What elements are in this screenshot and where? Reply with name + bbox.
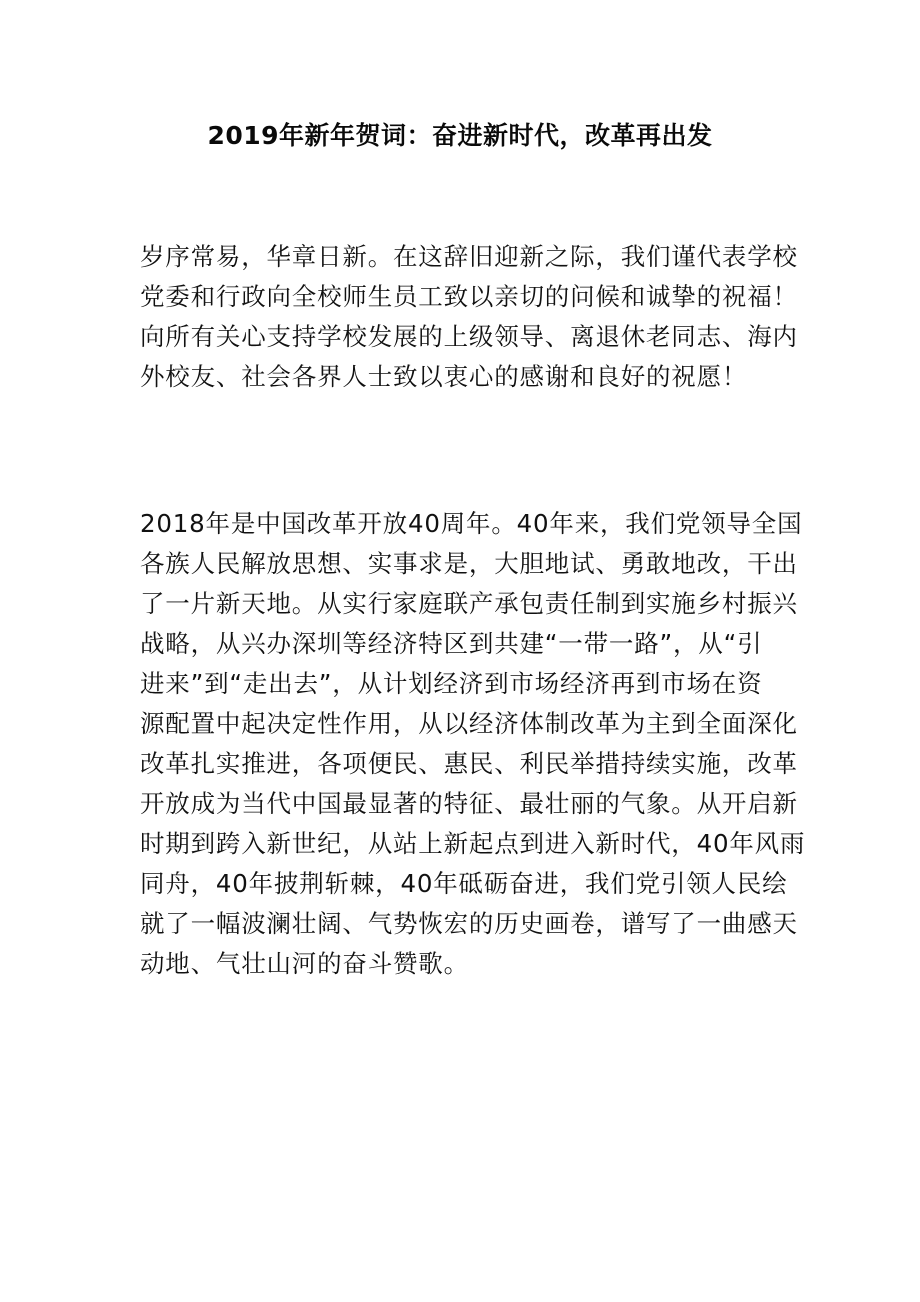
text-line: 同舟，40年披荆斩棘，40年砥砺奋进，我们党引领人民绘 <box>140 869 788 898</box>
text-line: 就了一幅波澜壮阔、气势恢宏的历史画卷，谱写了一曲感天 <box>140 909 798 938</box>
text-line: 进来”到“走出去”，从计划经济到市场经济再到市场在资 <box>140 669 763 698</box>
text-line: 开放成为当代中国最显著的特征、最壮丽的气象。从开启新 <box>140 789 798 818</box>
text-line: 时期到跨入新世纪，从站上新起点到进入新时代，40年风雨 <box>140 829 806 858</box>
paragraph-reform-review <box>140 504 806 984</box>
text-line: 各族人民解放思想、实事求是，大胆地试、勇敢地改，干出 <box>140 549 798 578</box>
text-line: 改革扎实推进，各项便民、惠民、利民举措持续实施，改革 <box>140 749 798 778</box>
paragraph-greeting <box>140 237 798 397</box>
text-line: 外校友、社会各界人士致以衷心的感谢和良好的祝愿！ <box>140 362 748 391</box>
text-line: 党委和行政向全校师生员工致以亲切的问候和诚挚的祝福！ <box>140 282 798 311</box>
text-line: 向所有关心支持学校发展的上级领导、离退休老同志、海内 <box>140 322 798 351</box>
text-line: 岁序常易，华章日新。在这辞旧迎新之际，我们谨代表学校 <box>140 242 798 271</box>
text-line: 2018年是中国改革开放40周年。40年来，我们党领导全国 <box>140 509 803 538</box>
text-line: 源配置中起决定性作用，从以经济体制改革为主到全面深化 <box>140 709 798 738</box>
text-line: 了一片新天地。从实行家庭联产承包责任制到实施乡村振兴 <box>140 589 798 618</box>
text-line: 动地、气壮山河的奋斗赞歌。 <box>140 949 469 978</box>
text-line: 战略，从兴办深圳等经济特区到共建“一带一路”，从“引 <box>140 629 763 658</box>
document-title: 2019年新年贺词：奋进新时代，改革再出发 <box>207 121 713 150</box>
